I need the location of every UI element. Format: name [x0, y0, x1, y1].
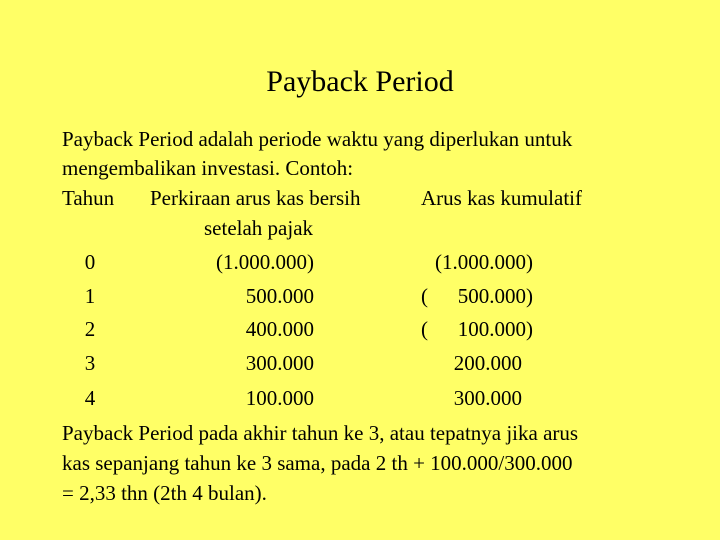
table-row-2-cash-flow: 400.000 [245, 317, 314, 341]
intro-line-1: Payback Period adalah periode waktu yang diperlukan untuk [62, 127, 573, 151]
header-cumulative: Arus kas kumulatif [421, 186, 582, 210]
header-cash-flow-line2: setelah pajak [204, 216, 314, 240]
table-row-1-cash-flow: 500.000 [245, 284, 314, 308]
table-row-2-open-paren: ( [421, 317, 428, 341]
conclusion-line-1: Payback Period pada akhir tahun ke 3, atau tepatnya jika arus [62, 421, 579, 445]
table-row-3-cumulative: 200.000 [453, 351, 522, 375]
table-row-4-cash-flow: 100.000 [245, 386, 314, 410]
header-cash-flow-line1: Perkiraan arus kas bersih [150, 186, 361, 210]
table-row-1-open-paren: ( [421, 284, 428, 308]
slide-title: Payback Period [266, 65, 454, 98]
table-row-3-cash-flow: 300.000 [245, 351, 314, 375]
conclusion-line-3: = 2,33 thn (2th 4 bulan). [62, 481, 267, 505]
table-row-1-cumulative: 500.000) [457, 284, 533, 308]
conclusion-line-2: kas sepanjang tahun ke 3 sama, pada 2 th + 100.000/300.000 [62, 451, 573, 475]
table-row-4-cumulative: 300.000 [453, 386, 522, 410]
table-row-1-year: 1 [84, 284, 96, 308]
table-row-0-cash-flow: (1.000.000) [216, 250, 314, 274]
table-row-3-year: 3 [84, 351, 96, 375]
intro-line-2: mengembalikan investasi. Contoh: [62, 156, 354, 180]
table-row-2-cumulative: 100.000) [457, 317, 533, 341]
table-row-0-year: 0 [84, 250, 96, 274]
table-row-4-year: 4 [84, 386, 96, 410]
table-row-2-year: 2 [84, 317, 96, 341]
header-year: Tahun [62, 186, 115, 210]
table-row-0-cumulative: (1.000.000) [435, 250, 533, 274]
